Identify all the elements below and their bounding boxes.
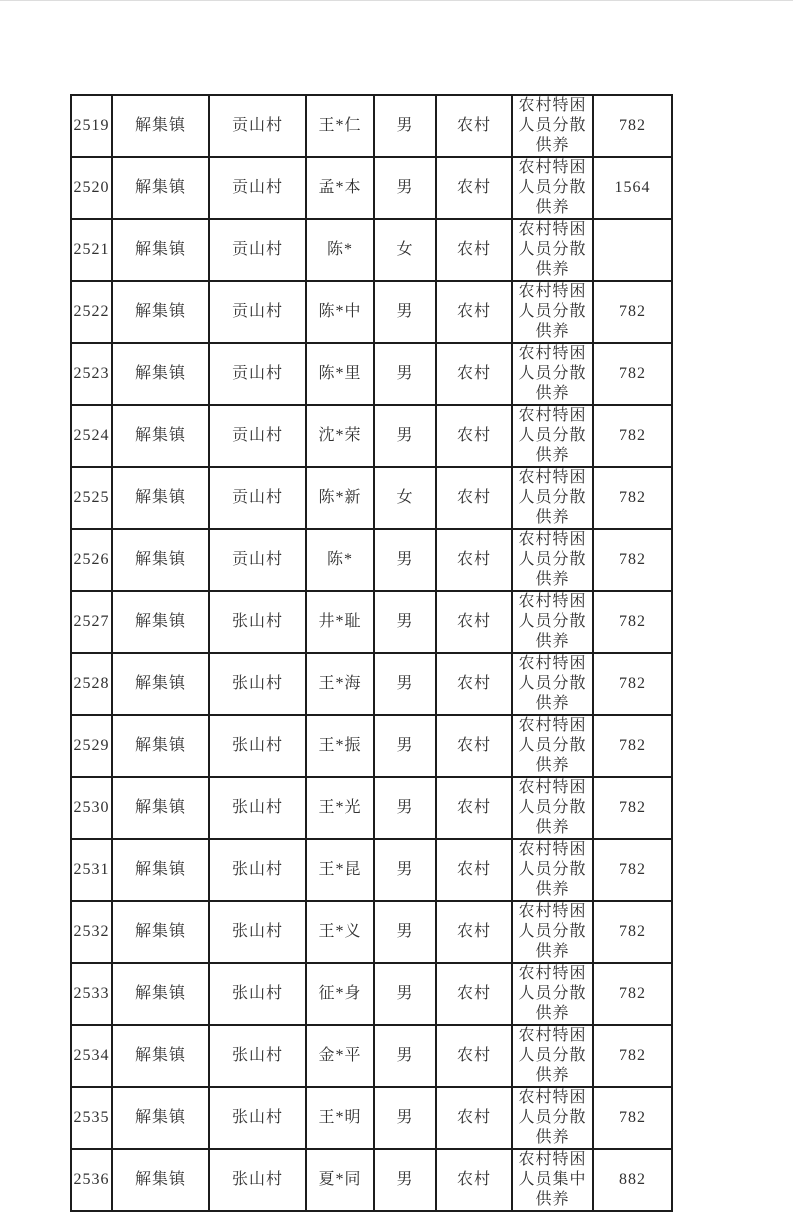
cell-id: 2530: [71, 777, 112, 839]
cell-id: 2520: [71, 157, 112, 219]
cell-gender: 男: [374, 1149, 436, 1211]
cell-name: 孟*本: [306, 157, 374, 219]
cell-id: 2522: [71, 281, 112, 343]
table-row: [71, 529, 672, 591]
cell-category: 农村特困人员分散供养: [512, 95, 593, 157]
cell-name: 王*明: [306, 1087, 374, 1149]
cell-gender: 男: [374, 653, 436, 715]
cell-area: 农村: [436, 405, 512, 467]
cell-name: 沈*荣: [306, 405, 374, 467]
cell-category: 农村特困人员分散供养: [512, 839, 593, 901]
cell-id: 2535: [71, 1087, 112, 1149]
cell-area: 农村: [436, 1149, 512, 1211]
cell-area: 农村: [436, 529, 512, 591]
cell-name: 夏*同: [306, 1149, 374, 1211]
cell-id: 2533: [71, 963, 112, 1025]
cell-town: 解集镇: [112, 1087, 209, 1149]
cell-village: 贡山村: [209, 281, 306, 343]
cell-amount: 782: [593, 963, 672, 1025]
cell-village: 贡山村: [209, 343, 306, 405]
cell-village: 张山村: [209, 1087, 306, 1149]
cell-category: 农村特困人员分散供养: [512, 777, 593, 839]
cell-name: 陈*: [306, 529, 374, 591]
cell-village: 贡山村: [209, 157, 306, 219]
table-row: [71, 1087, 672, 1149]
table-row: [71, 653, 672, 715]
cell-category: 农村特困人员分散供养: [512, 529, 593, 591]
cell-area: 农村: [436, 95, 512, 157]
cell-id: 2527: [71, 591, 112, 653]
records-table-body: [71, 95, 672, 1211]
table-row: [71, 901, 672, 963]
cell-amount: 782: [593, 901, 672, 963]
cell-town: 解集镇: [112, 839, 209, 901]
cell-amount: 782: [593, 281, 672, 343]
cell-area: 农村: [436, 591, 512, 653]
cell-gender: 男: [374, 405, 436, 467]
cell-gender: 女: [374, 219, 436, 281]
cell-name: 征*身: [306, 963, 374, 1025]
cell-village: 张山村: [209, 653, 306, 715]
cell-village: 贡山村: [209, 405, 306, 467]
cell-area: 农村: [436, 777, 512, 839]
cell-village: 张山村: [209, 715, 306, 777]
cell-category: 农村特困人员分散供养: [512, 653, 593, 715]
cell-town: 解集镇: [112, 653, 209, 715]
table-row: [71, 715, 672, 777]
cell-gender: 男: [374, 281, 436, 343]
cell-town: 解集镇: [112, 281, 209, 343]
cell-area: 农村: [436, 343, 512, 405]
cell-village: 贡山村: [209, 529, 306, 591]
cell-area: 农村: [436, 839, 512, 901]
cell-village: 贡山村: [209, 219, 306, 281]
cell-village: 张山村: [209, 591, 306, 653]
table-row: [71, 839, 672, 901]
cell-gender: 男: [374, 95, 436, 157]
table-row: [71, 591, 672, 653]
cell-name: 王*海: [306, 653, 374, 715]
table-row: [71, 467, 672, 529]
cell-name: 陈*新: [306, 467, 374, 529]
cell-id: 2519: [71, 95, 112, 157]
table-row: [71, 281, 672, 343]
table-row: [71, 405, 672, 467]
cell-amount: 782: [593, 343, 672, 405]
welfare-records-table: [70, 94, 673, 1212]
cell-category: 农村特困人员分散供养: [512, 901, 593, 963]
cell-amount: 782: [593, 839, 672, 901]
cell-gender: 男: [374, 1025, 436, 1087]
cell-id: 2523: [71, 343, 112, 405]
cell-name: 陈*中: [306, 281, 374, 343]
cell-category: 农村特困人员集中供养: [512, 1149, 593, 1211]
table-row: [71, 343, 672, 405]
table-row: [71, 95, 672, 157]
cell-amount: 782: [593, 1025, 672, 1087]
cell-category: 农村特困人员分散供养: [512, 405, 593, 467]
cell-category: 农村特困人员分散供养: [512, 963, 593, 1025]
cell-gender: 女: [374, 467, 436, 529]
cell-town: 解集镇: [112, 529, 209, 591]
cell-town: 解集镇: [112, 591, 209, 653]
cell-category: 农村特困人员分散供养: [512, 219, 593, 281]
cell-town: 解集镇: [112, 157, 209, 219]
cell-town: 解集镇: [112, 777, 209, 839]
cell-area: 农村: [436, 715, 512, 777]
cell-name: 井*耻: [306, 591, 374, 653]
cell-category: 农村特困人员分散供养: [512, 343, 593, 405]
cell-category: 农村特困人员分散供养: [512, 281, 593, 343]
table-row: [71, 157, 672, 219]
cell-gender: 男: [374, 343, 436, 405]
cell-id: 2528: [71, 653, 112, 715]
cell-village: 张山村: [209, 839, 306, 901]
cell-id: 2536: [71, 1149, 112, 1211]
cell-area: 农村: [436, 157, 512, 219]
cell-name: 王*光: [306, 777, 374, 839]
cell-village: 张山村: [209, 777, 306, 839]
cell-gender: 男: [374, 157, 436, 219]
cell-area: 农村: [436, 653, 512, 715]
cell-town: 解集镇: [112, 1149, 209, 1211]
table-row: [71, 1149, 672, 1211]
cell-area: 农村: [436, 219, 512, 281]
table-row: [71, 219, 672, 281]
cell-gender: 男: [374, 901, 436, 963]
cell-amount: 782: [593, 467, 672, 529]
cell-id: 2531: [71, 839, 112, 901]
cell-gender: 男: [374, 1087, 436, 1149]
cell-town: 解集镇: [112, 963, 209, 1025]
cell-id: 2524: [71, 405, 112, 467]
cell-amount: 782: [593, 591, 672, 653]
cell-category: 农村特困人员分散供养: [512, 467, 593, 529]
cell-amount: 782: [593, 1087, 672, 1149]
cell-town: 解集镇: [112, 901, 209, 963]
cell-name: 金*平: [306, 1025, 374, 1087]
cell-id: 2534: [71, 1025, 112, 1087]
cell-category: 农村特困人员分散供养: [512, 715, 593, 777]
cell-village: 张山村: [209, 901, 306, 963]
table-row: [71, 1025, 672, 1087]
cell-id: 2529: [71, 715, 112, 777]
cell-category: 农村特困人员分散供养: [512, 591, 593, 653]
cell-amount: 1564: [593, 157, 672, 219]
cell-gender: 男: [374, 591, 436, 653]
cell-village: 张山村: [209, 1149, 306, 1211]
cell-name: 王*振: [306, 715, 374, 777]
cell-gender: 男: [374, 715, 436, 777]
cell-name: 王*义: [306, 901, 374, 963]
cell-category: 农村特困人员分散供养: [512, 1087, 593, 1149]
cell-gender: 男: [374, 777, 436, 839]
cell-area: 农村: [436, 963, 512, 1025]
cell-category: 农村特困人员分散供养: [512, 157, 593, 219]
cell-amount: 882: [593, 1149, 672, 1211]
cell-id: 2525: [71, 467, 112, 529]
cell-area: 农村: [436, 1025, 512, 1087]
cell-village: 贡山村: [209, 95, 306, 157]
cell-town: 解集镇: [112, 219, 209, 281]
cell-name: 王*昆: [306, 839, 374, 901]
cell-area: 农村: [436, 281, 512, 343]
cell-village: 张山村: [209, 1025, 306, 1087]
cell-town: 解集镇: [112, 1025, 209, 1087]
cell-amount: 782: [593, 95, 672, 157]
cell-category: 农村特困人员分散供养: [512, 1025, 593, 1087]
cell-area: 农村: [436, 901, 512, 963]
cell-area: 农村: [436, 1087, 512, 1149]
cell-town: 解集镇: [112, 405, 209, 467]
cell-id: 2526: [71, 529, 112, 591]
cell-gender: 男: [374, 963, 436, 1025]
cell-amount: 782: [593, 405, 672, 467]
cell-name: 王*仁: [306, 95, 374, 157]
cell-amount: 782: [593, 715, 672, 777]
cell-area: 农村: [436, 467, 512, 529]
cell-id: 2532: [71, 901, 112, 963]
cell-town: 解集镇: [112, 467, 209, 529]
cell-amount: 782: [593, 529, 672, 591]
cell-village: 张山村: [209, 963, 306, 1025]
cell-amount: [593, 219, 672, 281]
cell-name: 陈*里: [306, 343, 374, 405]
page-edge-line: [0, 0, 793, 1]
cell-town: 解集镇: [112, 715, 209, 777]
cell-village: 贡山村: [209, 467, 306, 529]
cell-gender: 男: [374, 529, 436, 591]
cell-amount: 782: [593, 777, 672, 839]
cell-amount: 782: [593, 653, 672, 715]
cell-town: 解集镇: [112, 95, 209, 157]
table-row: [71, 963, 672, 1025]
cell-name: 陈*: [306, 219, 374, 281]
table-row: [71, 777, 672, 839]
cell-town: 解集镇: [112, 343, 209, 405]
cell-id: 2521: [71, 219, 112, 281]
cell-gender: 男: [374, 839, 436, 901]
